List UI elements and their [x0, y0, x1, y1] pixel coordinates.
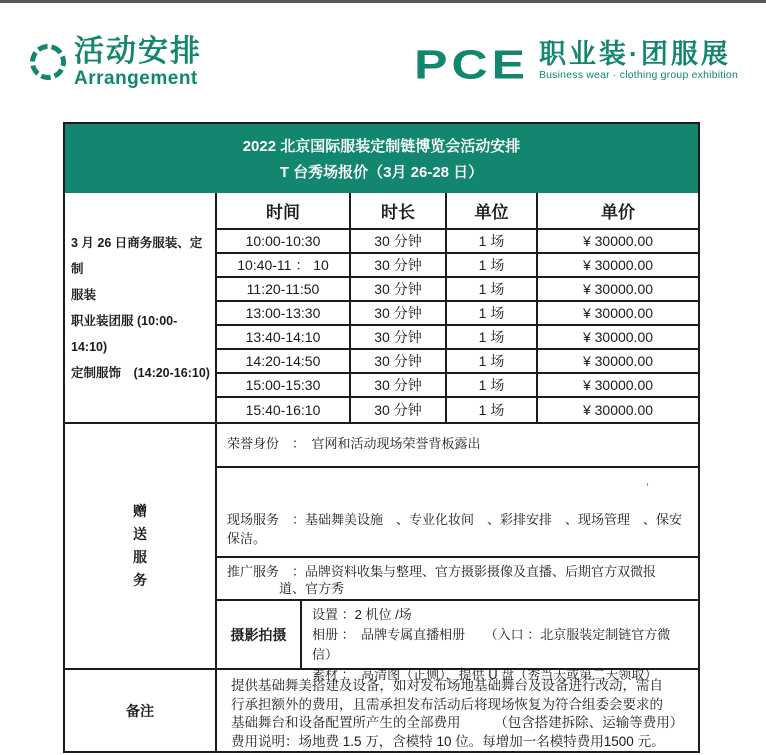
- group-label-line: 服装: [71, 287, 97, 302]
- gift-label-char: 服: [133, 549, 147, 565]
- photography-label: 摄影拍摄: [217, 601, 302, 668]
- photography-detail-line: 素材 ： 高清图（正侧），提供 U 盘（秀当天或第二天领取）: [312, 667, 658, 682]
- pricing-table: [63, 122, 700, 753]
- brand-right-text: [539, 40, 738, 82]
- remark-content: [217, 670, 698, 751]
- cell-price: ¥ 30000.00: [582, 329, 654, 345]
- cell-unit: 1 场: [447, 398, 538, 422]
- cell-unit: 1 场: [447, 302, 538, 324]
- remark-section: [65, 670, 698, 751]
- remark-line: 基础舞台和设备配置所产生的全部费用 （包含搭建拆除、运输等费用）: [231, 715, 684, 730]
- exhibition-subtitle: Business wear · clothing group exhibition: [538, 69, 738, 81]
- cell-time: 15:40-16:10: [217, 398, 351, 422]
- schedule-grid: [217, 193, 698, 422]
- cell-unit: 1 场: [447, 350, 538, 372]
- cell-price: ¥ 30000.00: [582, 305, 654, 321]
- table-row: [217, 254, 698, 278]
- brand-title: 活动安排: [74, 35, 202, 68]
- brand-right-logo: [414, 39, 738, 88]
- onsite-service-row: [217, 468, 698, 558]
- cell-unit: 1 场: [447, 326, 538, 348]
- cell-duration: 30 分钟: [351, 398, 447, 422]
- cell-price: ¥ 30000.00: [582, 257, 654, 273]
- schedule-rows: [217, 230, 698, 422]
- gift-services-label: [65, 424, 217, 668]
- group-label-line: 3 月 26 日商务服装、定制: [71, 235, 203, 276]
- cell-duration: 30 分钟: [351, 374, 447, 396]
- brand-subtitle: Arrangement: [74, 68, 198, 89]
- column-header-row: [217, 193, 698, 230]
- promotion-line1: 推广服务 ：品牌资料收集与整理、官方摄影摄像及直播、后期官方双微报: [227, 564, 657, 579]
- table-row: [217, 350, 698, 374]
- schedule-group-label: [65, 193, 217, 422]
- gift-services-section: [65, 424, 698, 682]
- photography-row: [217, 601, 698, 682]
- table-row: [217, 230, 698, 254]
- column-header-duration: 时长: [351, 193, 447, 228]
- table-title-line2: T 台秀场报价（3月 26-28 日）: [279, 164, 484, 181]
- cell-time: 10:40-11 ： 10: [217, 254, 351, 276]
- cell-duration: 30 分钟: [351, 230, 447, 252]
- cell-price: ¥ 30000.00: [582, 233, 654, 249]
- table-row: [217, 326, 698, 350]
- remark-label: 备注: [65, 670, 217, 751]
- cell-price: ¥ 30000.00: [582, 402, 654, 418]
- cell-duration: 30 分钟: [351, 350, 447, 372]
- schedule-section: [65, 193, 698, 424]
- cell-time: 13:40-14:10: [217, 326, 351, 348]
- table-row: [217, 398, 698, 422]
- table-row: [217, 302, 698, 326]
- top-divider-bar: [0, 0, 766, 3]
- remark-line: 提供基础舞美搭建及设备，如对发布场地基础舞台及设备进行改动，需自: [231, 678, 663, 693]
- photography-detail-line: 相册 ： 品牌专属直播相册 （入口 ：北京服装定制链官方微信）: [312, 627, 671, 662]
- column-header-unit: 单位: [447, 193, 538, 228]
- cell-duration: 30 分钟: [351, 326, 447, 348]
- photography-detail-line: 设置 ：2 机位 /场: [312, 607, 412, 622]
- cell-unit: 1 场: [447, 278, 538, 300]
- brand-left-logo: [30, 36, 202, 90]
- cell-time: 13:00-13:30: [217, 302, 351, 324]
- promotion-service-row: [217, 558, 698, 601]
- table-row: [217, 374, 698, 398]
- cell-time: 14:20-14:50: [217, 350, 351, 372]
- cell-time: 10:00-10:30: [217, 230, 351, 252]
- remark-line: 行承担额外的费用，且需承担发布活动后将现场恢复为符合组委会要求的: [231, 696, 663, 712]
- exhibition-title: 职业装·团服展: [538, 39, 731, 69]
- cell-time: 11:20-11:50: [217, 278, 351, 300]
- cell-price: ¥ 30000.00: [582, 377, 654, 393]
- gift-label-char: 赠: [133, 503, 147, 519]
- remark-line: 费用说明：场地费 1.5 万，含模特 10 位。每增加一名模特费用1500 元。: [231, 733, 665, 749]
- photography-details: [302, 601, 698, 682]
- cell-unit: 1 场: [447, 254, 538, 276]
- stray-mark: ’: [645, 482, 648, 494]
- gift-label-char: 务: [133, 572, 147, 588]
- gift-label-char: 送: [133, 526, 147, 542]
- table-title-line1: 2022 北京国际服装定制链博览会活动安排: [242, 138, 521, 155]
- cell-duration: 30 分钟: [351, 278, 447, 300]
- cell-unit: 1 场: [447, 230, 538, 252]
- gift-services-content: [217, 424, 698, 682]
- promotion-line2: 道、官方秀: [279, 581, 345, 596]
- cell-time: 15:00-15:30: [217, 374, 351, 396]
- table-title-banner: [65, 124, 698, 193]
- column-header-price: 单价: [601, 203, 635, 222]
- group-label-line: 定制服饰 (14:20-16:10): [71, 365, 210, 380]
- dashed-circle-icon: [25, 39, 70, 84]
- group-label-line: 职业装团服 (10:00-14:10): [71, 313, 178, 354]
- cell-duration: 30 分钟: [351, 302, 447, 324]
- onsite-service-text: 现场服务 ：基础舞美设施 、专业化妆间 、彩排安排 、现场管理 、保安保洁。: [227, 512, 683, 546]
- cell-price: ¥ 30000.00: [582, 281, 654, 297]
- cell-duration: 30 分钟: [351, 254, 447, 276]
- table-row: [217, 278, 698, 302]
- honor-identity-row: 荣誉身份 ： 官网和活动现场荣誉背板露出: [217, 424, 698, 468]
- pce-logo-text: PCE: [414, 41, 529, 88]
- column-header-time: 时间: [217, 193, 351, 228]
- cell-price: ¥ 30000.00: [582, 353, 654, 369]
- cell-unit: 1 场: [447, 374, 538, 396]
- brand-left-text: [74, 36, 202, 90]
